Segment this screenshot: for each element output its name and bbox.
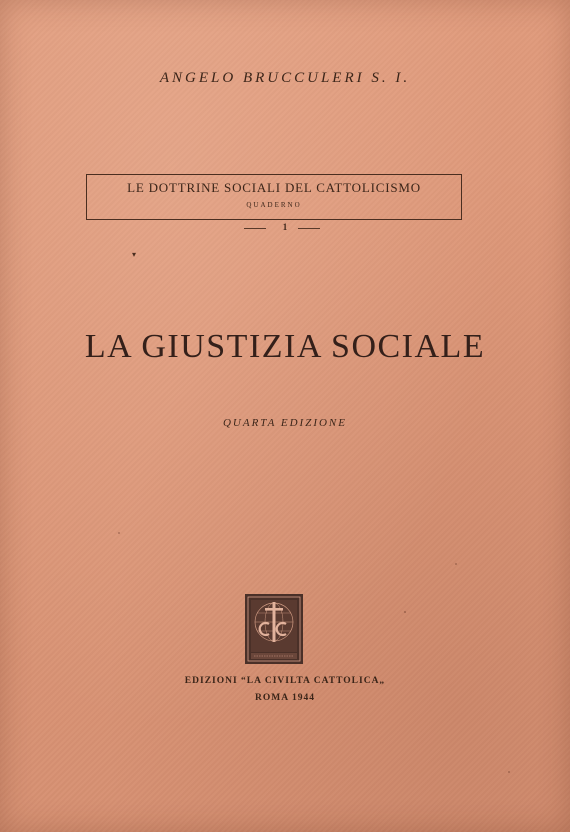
series-box xyxy=(86,174,462,220)
edition-label: QUARTA EDIZIONE xyxy=(222,417,347,429)
place-year: ROMA 1944 xyxy=(255,693,315,703)
print-mark-icon: ▾ xyxy=(132,250,137,259)
series-number: 1 xyxy=(282,222,288,232)
series-title: LE DOTTRINE SOCIALI DEL CATTOLICISMO xyxy=(127,180,421,195)
paper-speck xyxy=(508,771,510,773)
paper-speck xyxy=(118,532,120,534)
publisher-emblem-icon xyxy=(245,594,303,664)
paper-speck xyxy=(455,563,457,565)
series-label: QUADERNO xyxy=(246,201,302,209)
publisher-name: EDIZIONI “LA CIVILTA CATTOLICA„ xyxy=(184,676,386,686)
paper-speck xyxy=(404,611,406,613)
number-rule-right xyxy=(298,228,320,229)
author-name: ANGELO BRUCCULERI S. I. xyxy=(159,70,411,86)
book-title: LA GIUSTIZIA SOCIALE xyxy=(84,328,486,365)
